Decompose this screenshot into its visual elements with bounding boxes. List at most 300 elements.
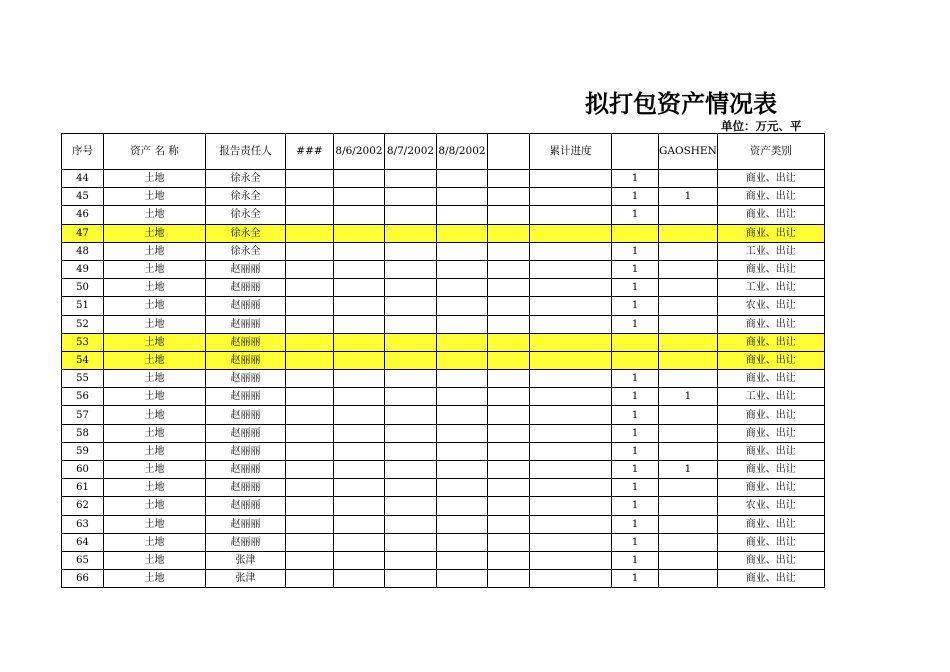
cell-gaoshen[interactable] bbox=[659, 515, 718, 533]
cell-asset[interactable]: 土地 bbox=[104, 424, 206, 442]
cell-owner[interactable]: 赵丽丽 bbox=[206, 406, 286, 424]
cell-gaoshen[interactable] bbox=[659, 279, 718, 297]
cell-progress-value[interactable]: 1 bbox=[612, 497, 659, 515]
header-cell-progress[interactable]: 累计进度 bbox=[530, 134, 612, 170]
cell-date-0808[interactable] bbox=[437, 442, 488, 460]
cell-owner[interactable]: 张津 bbox=[206, 551, 286, 569]
cell-no[interactable]: 49 bbox=[62, 260, 104, 278]
cell-progress-value[interactable] bbox=[612, 333, 659, 351]
cell-no[interactable]: 50 bbox=[62, 279, 104, 297]
cell-progress[interactable] bbox=[530, 351, 612, 369]
cell-hash[interactable] bbox=[286, 461, 334, 479]
cell-hash[interactable] bbox=[286, 533, 334, 551]
cell-owner[interactable]: 赵丽丽 bbox=[206, 533, 286, 551]
cell-date-0806[interactable] bbox=[334, 297, 385, 315]
cell-asset[interactable]: 土地 bbox=[104, 570, 206, 588]
header-cell-date-0806[interactable]: 8/6/2002 bbox=[334, 134, 385, 170]
cell-date-0807[interactable] bbox=[385, 170, 437, 188]
cell-owner[interactable]: 赵丽丽 bbox=[206, 370, 286, 388]
cell-date-0808[interactable] bbox=[437, 424, 488, 442]
cell-asset[interactable]: 土地 bbox=[104, 551, 206, 569]
cell-date-0806[interactable] bbox=[334, 279, 385, 297]
cell-progress[interactable] bbox=[530, 170, 612, 188]
cell-hash[interactable] bbox=[286, 260, 334, 278]
cell-date-0808[interactable] bbox=[437, 333, 488, 351]
cell-no[interactable]: 66 bbox=[62, 570, 104, 588]
cell-progress[interactable] bbox=[530, 224, 612, 242]
cell-progress[interactable] bbox=[530, 279, 612, 297]
cell-no[interactable]: 52 bbox=[62, 315, 104, 333]
cell-category[interactable]: 工业、出让 bbox=[717, 242, 824, 260]
cell-date-0807[interactable] bbox=[385, 188, 437, 206]
cell-hash[interactable] bbox=[286, 370, 334, 388]
cell-date-0807[interactable] bbox=[385, 461, 437, 479]
cell-owner[interactable]: 徐永全 bbox=[206, 188, 286, 206]
cell-blank-1[interactable] bbox=[488, 170, 530, 188]
cell-progress-value[interactable] bbox=[612, 351, 659, 369]
cell-date-0806[interactable] bbox=[334, 388, 385, 406]
cell-hash[interactable] bbox=[286, 279, 334, 297]
cell-date-0807[interactable] bbox=[385, 533, 437, 551]
cell-date-0806[interactable] bbox=[334, 442, 385, 460]
cell-progress[interactable] bbox=[530, 406, 612, 424]
cell-gaoshen[interactable] bbox=[659, 224, 718, 242]
cell-blank-1[interactable] bbox=[488, 388, 530, 406]
cell-gaoshen[interactable] bbox=[659, 315, 718, 333]
cell-progress[interactable] bbox=[530, 206, 612, 224]
cell-category[interactable]: 商业、出让 bbox=[717, 333, 824, 351]
cell-progress[interactable] bbox=[530, 242, 612, 260]
table-row bbox=[62, 406, 825, 424]
cell-asset[interactable]: 土地 bbox=[104, 479, 206, 497]
cell-date-0808[interactable] bbox=[437, 370, 488, 388]
cell-hash[interactable] bbox=[286, 442, 334, 460]
cell-hash[interactable] bbox=[286, 206, 334, 224]
cell-progress-value[interactable]: 1 bbox=[612, 551, 659, 569]
cell-progress[interactable] bbox=[530, 315, 612, 333]
cell-blank-1[interactable] bbox=[488, 570, 530, 588]
cell-no[interactable]: 46 bbox=[62, 206, 104, 224]
cell-date-0807[interactable] bbox=[385, 351, 437, 369]
cell-owner[interactable]: 张津 bbox=[206, 570, 286, 588]
cell-blank-1[interactable] bbox=[488, 551, 530, 569]
cell-blank-1[interactable] bbox=[488, 188, 530, 206]
cell-no[interactable]: 54 bbox=[62, 351, 104, 369]
cell-date-0808[interactable] bbox=[437, 206, 488, 224]
cell-progress[interactable] bbox=[530, 370, 612, 388]
cell-date-0808[interactable] bbox=[437, 242, 488, 260]
cell-no[interactable]: 51 bbox=[62, 297, 104, 315]
cell-date-0806[interactable] bbox=[334, 333, 385, 351]
cell-blank-1[interactable] bbox=[488, 206, 530, 224]
cell-date-0806[interactable] bbox=[334, 406, 385, 424]
cell-date-0806[interactable] bbox=[334, 260, 385, 278]
cell-gaoshen[interactable]: 1 bbox=[659, 461, 718, 479]
cell-progress-value[interactable]: 1 bbox=[612, 461, 659, 479]
table-row bbox=[62, 533, 825, 551]
cell-asset[interactable]: 土地 bbox=[104, 224, 206, 242]
cell-date-0808[interactable] bbox=[437, 479, 488, 497]
cell-asset[interactable]: 土地 bbox=[104, 279, 206, 297]
cell-blank-1[interactable] bbox=[488, 260, 530, 278]
cell-progress[interactable] bbox=[530, 388, 612, 406]
cell-progress[interactable] bbox=[530, 551, 612, 569]
cell-category[interactable]: 商业、出让 bbox=[717, 479, 824, 497]
cell-date-0807[interactable] bbox=[385, 479, 437, 497]
cell-date-0808[interactable] bbox=[437, 224, 488, 242]
cell-asset[interactable]: 土地 bbox=[104, 370, 206, 388]
table-row bbox=[62, 170, 825, 188]
cell-no[interactable]: 55 bbox=[62, 370, 104, 388]
cell-progress[interactable] bbox=[530, 570, 612, 588]
table-row bbox=[62, 224, 825, 242]
cell-progress[interactable] bbox=[530, 260, 612, 278]
cell-date-0807[interactable] bbox=[385, 570, 437, 588]
cell-date-0808[interactable] bbox=[437, 351, 488, 369]
cell-asset[interactable]: 土地 bbox=[104, 333, 206, 351]
cell-gaoshen[interactable] bbox=[659, 370, 718, 388]
cell-gaoshen[interactable] bbox=[659, 497, 718, 515]
table-row bbox=[62, 370, 825, 388]
cell-hash[interactable] bbox=[286, 388, 334, 406]
cell-asset[interactable]: 土地 bbox=[104, 351, 206, 369]
cell-owner[interactable]: 赵丽丽 bbox=[206, 333, 286, 351]
cell-date-0808[interactable] bbox=[437, 188, 488, 206]
cell-progress-value[interactable] bbox=[612, 224, 659, 242]
cell-category[interactable]: 商业、出让 bbox=[717, 461, 824, 479]
cell-owner[interactable]: 赵丽丽 bbox=[206, 279, 286, 297]
cell-no[interactable]: 59 bbox=[62, 442, 104, 460]
cell-owner[interactable]: 赵丽丽 bbox=[206, 260, 286, 278]
cell-gaoshen[interactable] bbox=[659, 351, 718, 369]
cell-category[interactable]: 商业、出让 bbox=[717, 188, 824, 206]
cell-no[interactable]: 60 bbox=[62, 461, 104, 479]
cell-date-0807[interactable] bbox=[385, 370, 437, 388]
cell-category[interactable]: 商业、出让 bbox=[717, 351, 824, 369]
cell-blank-1[interactable] bbox=[488, 297, 530, 315]
cell-blank-1[interactable] bbox=[488, 370, 530, 388]
cell-asset[interactable]: 土地 bbox=[104, 297, 206, 315]
cell-date-0808[interactable] bbox=[437, 497, 488, 515]
cell-no[interactable]: 45 bbox=[62, 188, 104, 206]
cell-progress-value[interactable]: 1 bbox=[612, 279, 659, 297]
cell-date-0806[interactable] bbox=[334, 424, 385, 442]
cell-date-0807[interactable] bbox=[385, 551, 437, 569]
cell-date-0808[interactable] bbox=[437, 297, 488, 315]
cell-no[interactable]: 56 bbox=[62, 388, 104, 406]
cell-progress-value[interactable]: 1 bbox=[612, 370, 659, 388]
cell-asset[interactable]: 土地 bbox=[104, 242, 206, 260]
cell-blank-1[interactable] bbox=[488, 515, 530, 533]
cell-category[interactable]: 商业、出让 bbox=[717, 570, 824, 588]
cell-date-0806[interactable] bbox=[334, 206, 385, 224]
cell-hash[interactable] bbox=[286, 497, 334, 515]
cell-date-0806[interactable] bbox=[334, 370, 385, 388]
cell-date-0808[interactable] bbox=[437, 388, 488, 406]
cell-owner[interactable]: 赵丽丽 bbox=[206, 442, 286, 460]
cell-asset[interactable]: 土地 bbox=[104, 315, 206, 333]
cell-date-0807[interactable] bbox=[385, 497, 437, 515]
cell-hash[interactable] bbox=[286, 351, 334, 369]
cell-gaoshen[interactable] bbox=[659, 297, 718, 315]
cell-date-0808[interactable] bbox=[437, 461, 488, 479]
cell-date-0806[interactable] bbox=[334, 315, 385, 333]
cell-owner[interactable]: 赵丽丽 bbox=[206, 461, 286, 479]
cell-hash[interactable] bbox=[286, 570, 334, 588]
cell-date-0807[interactable] bbox=[385, 206, 437, 224]
cell-no[interactable]: 61 bbox=[62, 479, 104, 497]
cell-owner[interactable]: 赵丽丽 bbox=[206, 315, 286, 333]
cell-category[interactable]: 商业、出让 bbox=[717, 406, 824, 424]
cell-hash[interactable] bbox=[286, 170, 334, 188]
cell-progress[interactable] bbox=[530, 188, 612, 206]
cell-progress-value[interactable]: 1 bbox=[612, 260, 659, 278]
cell-date-0808[interactable] bbox=[437, 279, 488, 297]
cell-progress[interactable] bbox=[530, 461, 612, 479]
cell-date-0806[interactable] bbox=[334, 533, 385, 551]
cell-progress-value[interactable]: 1 bbox=[612, 170, 659, 188]
cell-date-0807[interactable] bbox=[385, 406, 437, 424]
cell-category[interactable]: 商业、出让 bbox=[717, 424, 824, 442]
cell-hash[interactable] bbox=[286, 297, 334, 315]
cell-date-0808[interactable] bbox=[437, 406, 488, 424]
cell-owner[interactable]: 赵丽丽 bbox=[206, 351, 286, 369]
cell-hash[interactable] bbox=[286, 406, 334, 424]
cell-category[interactable]: 商业、出让 bbox=[717, 170, 824, 188]
cell-owner[interactable]: 徐永全 bbox=[206, 206, 286, 224]
cell-asset[interactable]: 土地 bbox=[104, 497, 206, 515]
cell-progress-value[interactable]: 1 bbox=[612, 442, 659, 460]
cell-gaoshen[interactable] bbox=[659, 533, 718, 551]
cell-gaoshen[interactable] bbox=[659, 260, 718, 278]
cell-date-0806[interactable] bbox=[334, 224, 385, 242]
cell-date-0808[interactable] bbox=[437, 315, 488, 333]
cell-date-0807[interactable] bbox=[385, 388, 437, 406]
header-cell-owner[interactable]: 报告责任人 bbox=[206, 134, 286, 170]
cell-gaoshen[interactable] bbox=[659, 442, 718, 460]
cell-gaoshen[interactable] bbox=[659, 424, 718, 442]
cell-blank-1[interactable] bbox=[488, 533, 530, 551]
cell-category[interactable]: 商业、出让 bbox=[717, 533, 824, 551]
cell-progress-value[interactable]: 1 bbox=[612, 570, 659, 588]
cell-category[interactable]: 工业、出让 bbox=[717, 388, 824, 406]
cell-progress-value[interactable]: 1 bbox=[612, 297, 659, 315]
cell-hash[interactable] bbox=[286, 479, 334, 497]
cell-blank-1[interactable] bbox=[488, 224, 530, 242]
unit-label: 单位：万元、平 bbox=[721, 119, 802, 133]
cell-asset[interactable]: 土地 bbox=[104, 170, 206, 188]
cell-progress[interactable] bbox=[530, 479, 612, 497]
cell-owner[interactable]: 赵丽丽 bbox=[206, 497, 286, 515]
cell-date-0806[interactable] bbox=[334, 570, 385, 588]
cell-asset[interactable]: 土地 bbox=[104, 206, 206, 224]
table-row bbox=[62, 442, 825, 460]
cell-progress-value[interactable]: 1 bbox=[612, 424, 659, 442]
cell-no[interactable]: 44 bbox=[62, 170, 104, 188]
cell-progress[interactable] bbox=[530, 424, 612, 442]
cell-asset[interactable]: 土地 bbox=[104, 533, 206, 551]
cell-date-0806[interactable] bbox=[334, 242, 385, 260]
table-row bbox=[62, 424, 825, 442]
cell-hash[interactable] bbox=[286, 188, 334, 206]
cell-blank-1[interactable] bbox=[488, 497, 530, 515]
cell-blank-1[interactable] bbox=[488, 442, 530, 460]
cell-category[interactable]: 商业、出让 bbox=[717, 370, 824, 388]
header-cell-date-0808[interactable]: 8/8/2002 bbox=[437, 134, 488, 170]
cell-asset[interactable]: 土地 bbox=[104, 260, 206, 278]
cell-category[interactable]: 商业、出让 bbox=[717, 224, 824, 242]
cell-gaoshen[interactable] bbox=[659, 551, 718, 569]
cell-date-0808[interactable] bbox=[437, 570, 488, 588]
cell-gaoshen[interactable]: 1 bbox=[659, 188, 718, 206]
cell-owner[interactable]: 徐永全 bbox=[206, 242, 286, 260]
cell-date-0806[interactable] bbox=[334, 170, 385, 188]
cell-progress[interactable] bbox=[530, 515, 612, 533]
cell-gaoshen[interactable] bbox=[659, 479, 718, 497]
cell-gaoshen[interactable] bbox=[659, 406, 718, 424]
cell-blank-1[interactable] bbox=[488, 279, 530, 297]
cell-hash[interactable] bbox=[286, 315, 334, 333]
cell-date-0807[interactable] bbox=[385, 333, 437, 351]
cell-no[interactable]: 48 bbox=[62, 242, 104, 260]
cell-category[interactable]: 商业、出让 bbox=[717, 515, 824, 533]
cell-category[interactable]: 商业、出让 bbox=[717, 551, 824, 569]
cell-progress-value[interactable]: 1 bbox=[612, 533, 659, 551]
cell-blank-1[interactable] bbox=[488, 351, 530, 369]
header-cell-date-0807[interactable]: 8/7/2002 bbox=[385, 134, 437, 170]
cell-progress[interactable] bbox=[530, 442, 612, 460]
cell-hash[interactable] bbox=[286, 551, 334, 569]
cell-owner[interactable]: 赵丽丽 bbox=[206, 479, 286, 497]
cell-blank-1[interactable] bbox=[488, 479, 530, 497]
cell-asset[interactable]: 土地 bbox=[104, 388, 206, 406]
cell-date-0807[interactable] bbox=[385, 279, 437, 297]
cell-progress[interactable] bbox=[530, 297, 612, 315]
cell-gaoshen[interactable] bbox=[659, 333, 718, 351]
cell-asset[interactable]: 土地 bbox=[104, 442, 206, 460]
cell-owner[interactable]: 赵丽丽 bbox=[206, 388, 286, 406]
cell-date-0806[interactable] bbox=[334, 461, 385, 479]
cell-no[interactable]: 58 bbox=[62, 424, 104, 442]
cell-no[interactable]: 63 bbox=[62, 515, 104, 533]
cell-blank-1[interactable] bbox=[488, 333, 530, 351]
cell-gaoshen[interactable]: 1 bbox=[659, 388, 718, 406]
cell-date-0806[interactable] bbox=[334, 479, 385, 497]
cell-blank-1[interactable] bbox=[488, 461, 530, 479]
cell-date-0806[interactable] bbox=[334, 497, 385, 515]
cell-progress-value[interactable]: 1 bbox=[612, 315, 659, 333]
cell-category[interactable]: 商业、出让 bbox=[717, 315, 824, 333]
cell-date-0806[interactable] bbox=[334, 351, 385, 369]
cell-hash[interactable] bbox=[286, 333, 334, 351]
cell-date-0807[interactable] bbox=[385, 242, 437, 260]
cell-gaoshen[interactable] bbox=[659, 170, 718, 188]
cell-date-0807[interactable] bbox=[385, 442, 437, 460]
cell-hash[interactable] bbox=[286, 515, 334, 533]
cell-category[interactable]: 商业、出让 bbox=[717, 260, 824, 278]
cell-date-0808[interactable] bbox=[437, 170, 488, 188]
cell-no[interactable]: 53 bbox=[62, 333, 104, 351]
table-row bbox=[62, 333, 825, 351]
cell-owner[interactable]: 赵丽丽 bbox=[206, 515, 286, 533]
cell-blank-1[interactable] bbox=[488, 242, 530, 260]
cell-hash[interactable] bbox=[286, 424, 334, 442]
cell-progress[interactable] bbox=[530, 497, 612, 515]
cell-date-0807[interactable] bbox=[385, 515, 437, 533]
cell-asset[interactable]: 土地 bbox=[104, 406, 206, 424]
cell-category[interactable]: 商业、出让 bbox=[717, 206, 824, 224]
cell-date-0808[interactable] bbox=[437, 515, 488, 533]
cell-progress-value[interactable]: 1 bbox=[612, 515, 659, 533]
cell-date-0808[interactable] bbox=[437, 551, 488, 569]
cell-blank-1[interactable] bbox=[488, 424, 530, 442]
cell-progress[interactable] bbox=[530, 333, 612, 351]
cell-progress-value[interactable]: 1 bbox=[612, 479, 659, 497]
cell-no[interactable]: 57 bbox=[62, 406, 104, 424]
cell-date-0808[interactable] bbox=[437, 260, 488, 278]
cell-owner[interactable]: 徐永全 bbox=[206, 170, 286, 188]
header-cell-category[interactable]: 资产类别 bbox=[717, 134, 824, 170]
cell-date-0806[interactable] bbox=[334, 188, 385, 206]
cell-no[interactable]: 65 bbox=[62, 551, 104, 569]
header-cell-gaoshen[interactable]: GAOSHEN bbox=[659, 134, 718, 170]
cell-asset[interactable]: 土地 bbox=[104, 461, 206, 479]
cell-asset[interactable]: 土地 bbox=[104, 515, 206, 533]
cell-progress[interactable] bbox=[530, 533, 612, 551]
header-cell-blank-1[interactable] bbox=[488, 134, 530, 170]
cell-no[interactable]: 47 bbox=[62, 224, 104, 242]
table-row bbox=[62, 351, 825, 369]
cell-progress-value[interactable]: 1 bbox=[612, 242, 659, 260]
cell-date-0808[interactable] bbox=[437, 533, 488, 551]
cell-no[interactable]: 64 bbox=[62, 533, 104, 551]
cell-owner[interactable]: 赵丽丽 bbox=[206, 424, 286, 442]
cell-blank-1[interactable] bbox=[488, 315, 530, 333]
header-cell-no[interactable]: 序号 bbox=[62, 134, 104, 170]
header-cell-asset[interactable]: 资产 名 称 bbox=[104, 134, 206, 170]
cell-gaoshen[interactable] bbox=[659, 206, 718, 224]
cell-blank-1[interactable] bbox=[488, 406, 530, 424]
cell-progress-value[interactable]: 1 bbox=[612, 388, 659, 406]
cell-progress-value[interactable]: 1 bbox=[612, 206, 659, 224]
header-cell-hash[interactable]: ### bbox=[286, 134, 334, 170]
cell-hash[interactable] bbox=[286, 242, 334, 260]
cell-progress-value[interactable]: 1 bbox=[612, 406, 659, 424]
cell-category[interactable]: 农业、出让 bbox=[717, 497, 824, 515]
cell-category[interactable]: 商业、出让 bbox=[717, 442, 824, 460]
cell-category[interactable]: 工业、出让 bbox=[717, 279, 824, 297]
cell-hash[interactable] bbox=[286, 224, 334, 242]
asset-table bbox=[61, 133, 825, 588]
cell-date-0807[interactable] bbox=[385, 315, 437, 333]
cell-no[interactable]: 62 bbox=[62, 497, 104, 515]
cell-date-0807[interactable] bbox=[385, 297, 437, 315]
cell-date-0807[interactable] bbox=[385, 260, 437, 278]
cell-owner[interactable]: 赵丽丽 bbox=[206, 297, 286, 315]
header-cell-blank-2[interactable] bbox=[612, 134, 659, 170]
cell-owner[interactable]: 徐永全 bbox=[206, 224, 286, 242]
cell-gaoshen[interactable] bbox=[659, 570, 718, 588]
cell-date-0807[interactable] bbox=[385, 424, 437, 442]
cell-progress-value[interactable]: 1 bbox=[612, 188, 659, 206]
cell-date-0806[interactable] bbox=[334, 551, 385, 569]
table-row bbox=[62, 188, 825, 206]
cell-asset[interactable]: 土地 bbox=[104, 188, 206, 206]
cell-category[interactable]: 农业、出让 bbox=[717, 297, 824, 315]
cell-date-0807[interactable] bbox=[385, 224, 437, 242]
cell-gaoshen[interactable] bbox=[659, 242, 718, 260]
cell-date-0806[interactable] bbox=[334, 515, 385, 533]
